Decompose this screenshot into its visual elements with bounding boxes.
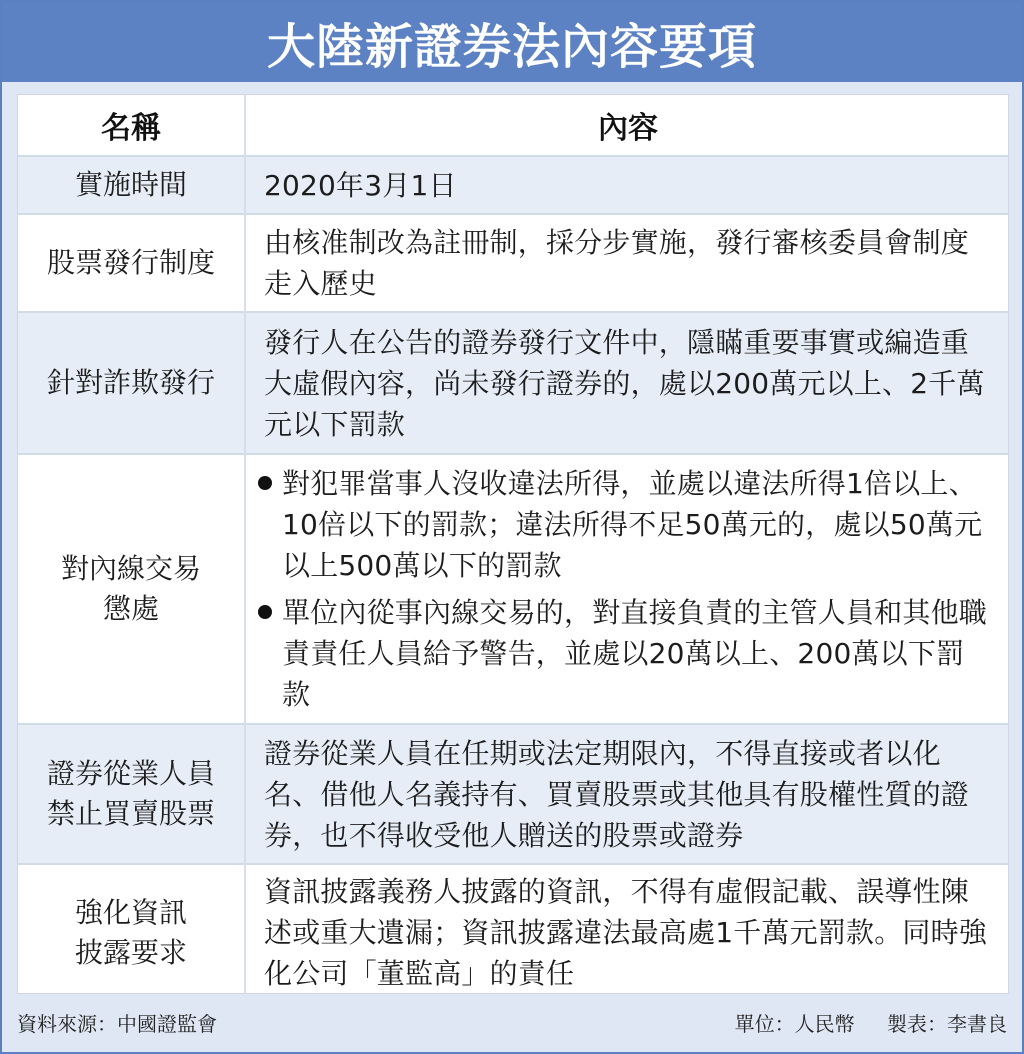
row-content [245, 454, 1009, 724]
page-title: 大陸新證券法內容要項 [2, 2, 1022, 82]
bullet-icon [258, 605, 272, 619]
bullet-text: 單位內從事內線交易的，對直接負責的主管人員和其他職責責任人員給予警告，並處以20萬以上、200萬以下罰款 [282, 596, 988, 711]
row-name: 對內線交易懲處 [18, 454, 245, 724]
row-content: 2020年3月1日 [245, 156, 1009, 214]
table-row [18, 724, 1009, 864]
row-content: 由核准制改為註冊制，採分步實施，發行審核委員會制度走入歷史 [245, 214, 1009, 312]
row-content: 發行人在公告的證券發行文件中，隱瞞重要事實或編造重大虛假內容，尚未發行證券的，處以200萬元以上、2千萬元以下罰款 [245, 312, 1009, 454]
maker-note: 製表：李書良 [887, 1011, 1007, 1036]
header-name: 名稱 [18, 95, 245, 156]
row-name: 針對詐欺發行 [18, 312, 245, 454]
credits [735, 1008, 1007, 1037]
content-table [18, 95, 1009, 994]
header-content: 內容 [245, 95, 1009, 156]
row-name: 強化資訊披露要求 [18, 864, 245, 994]
row-name: 股票發行制度 [18, 214, 245, 312]
bullet-text: 對犯罪當事人沒收違法所得，並處以違法所得1倍以上、10倍以下的罰款；違法所得不足50萬元的，處以50萬元以上500萬以下的罰款 [282, 467, 983, 582]
table-row [18, 454, 1009, 724]
row-content: 資訊披露義務人披露的資訊，不得有虛假記載、誤導性陳述或重大遺漏；資訊披露違法最高處1千萬元罰款。同時強化公司「董監高」的責任 [245, 864, 1009, 994]
row-name: 實施時間 [18, 156, 245, 214]
row-content: 證券從業人員在任期或法定期限內，不得直接或者以化名、借他人名義持有、買賣股票或其他具有股權性質的證券，也不得收受他人贈送的股票或證券 [245, 724, 1009, 864]
content-table-container [17, 94, 1009, 994]
bullet-item [256, 463, 992, 586]
table-row [18, 864, 1009, 994]
bullet-icon [258, 476, 272, 490]
row-name: 證券從業人員禁止買賣股票 [18, 724, 245, 864]
table-row [18, 156, 1009, 214]
table-header-row [18, 95, 1009, 156]
unit-note: 單位：人民幣 [734, 1011, 855, 1036]
table-row [18, 214, 1009, 312]
bullet-item [256, 592, 992, 715]
footer [17, 1005, 1007, 1039]
source-note: 資料來源：中國證監會 [17, 1011, 217, 1036]
table-row [18, 312, 1009, 454]
